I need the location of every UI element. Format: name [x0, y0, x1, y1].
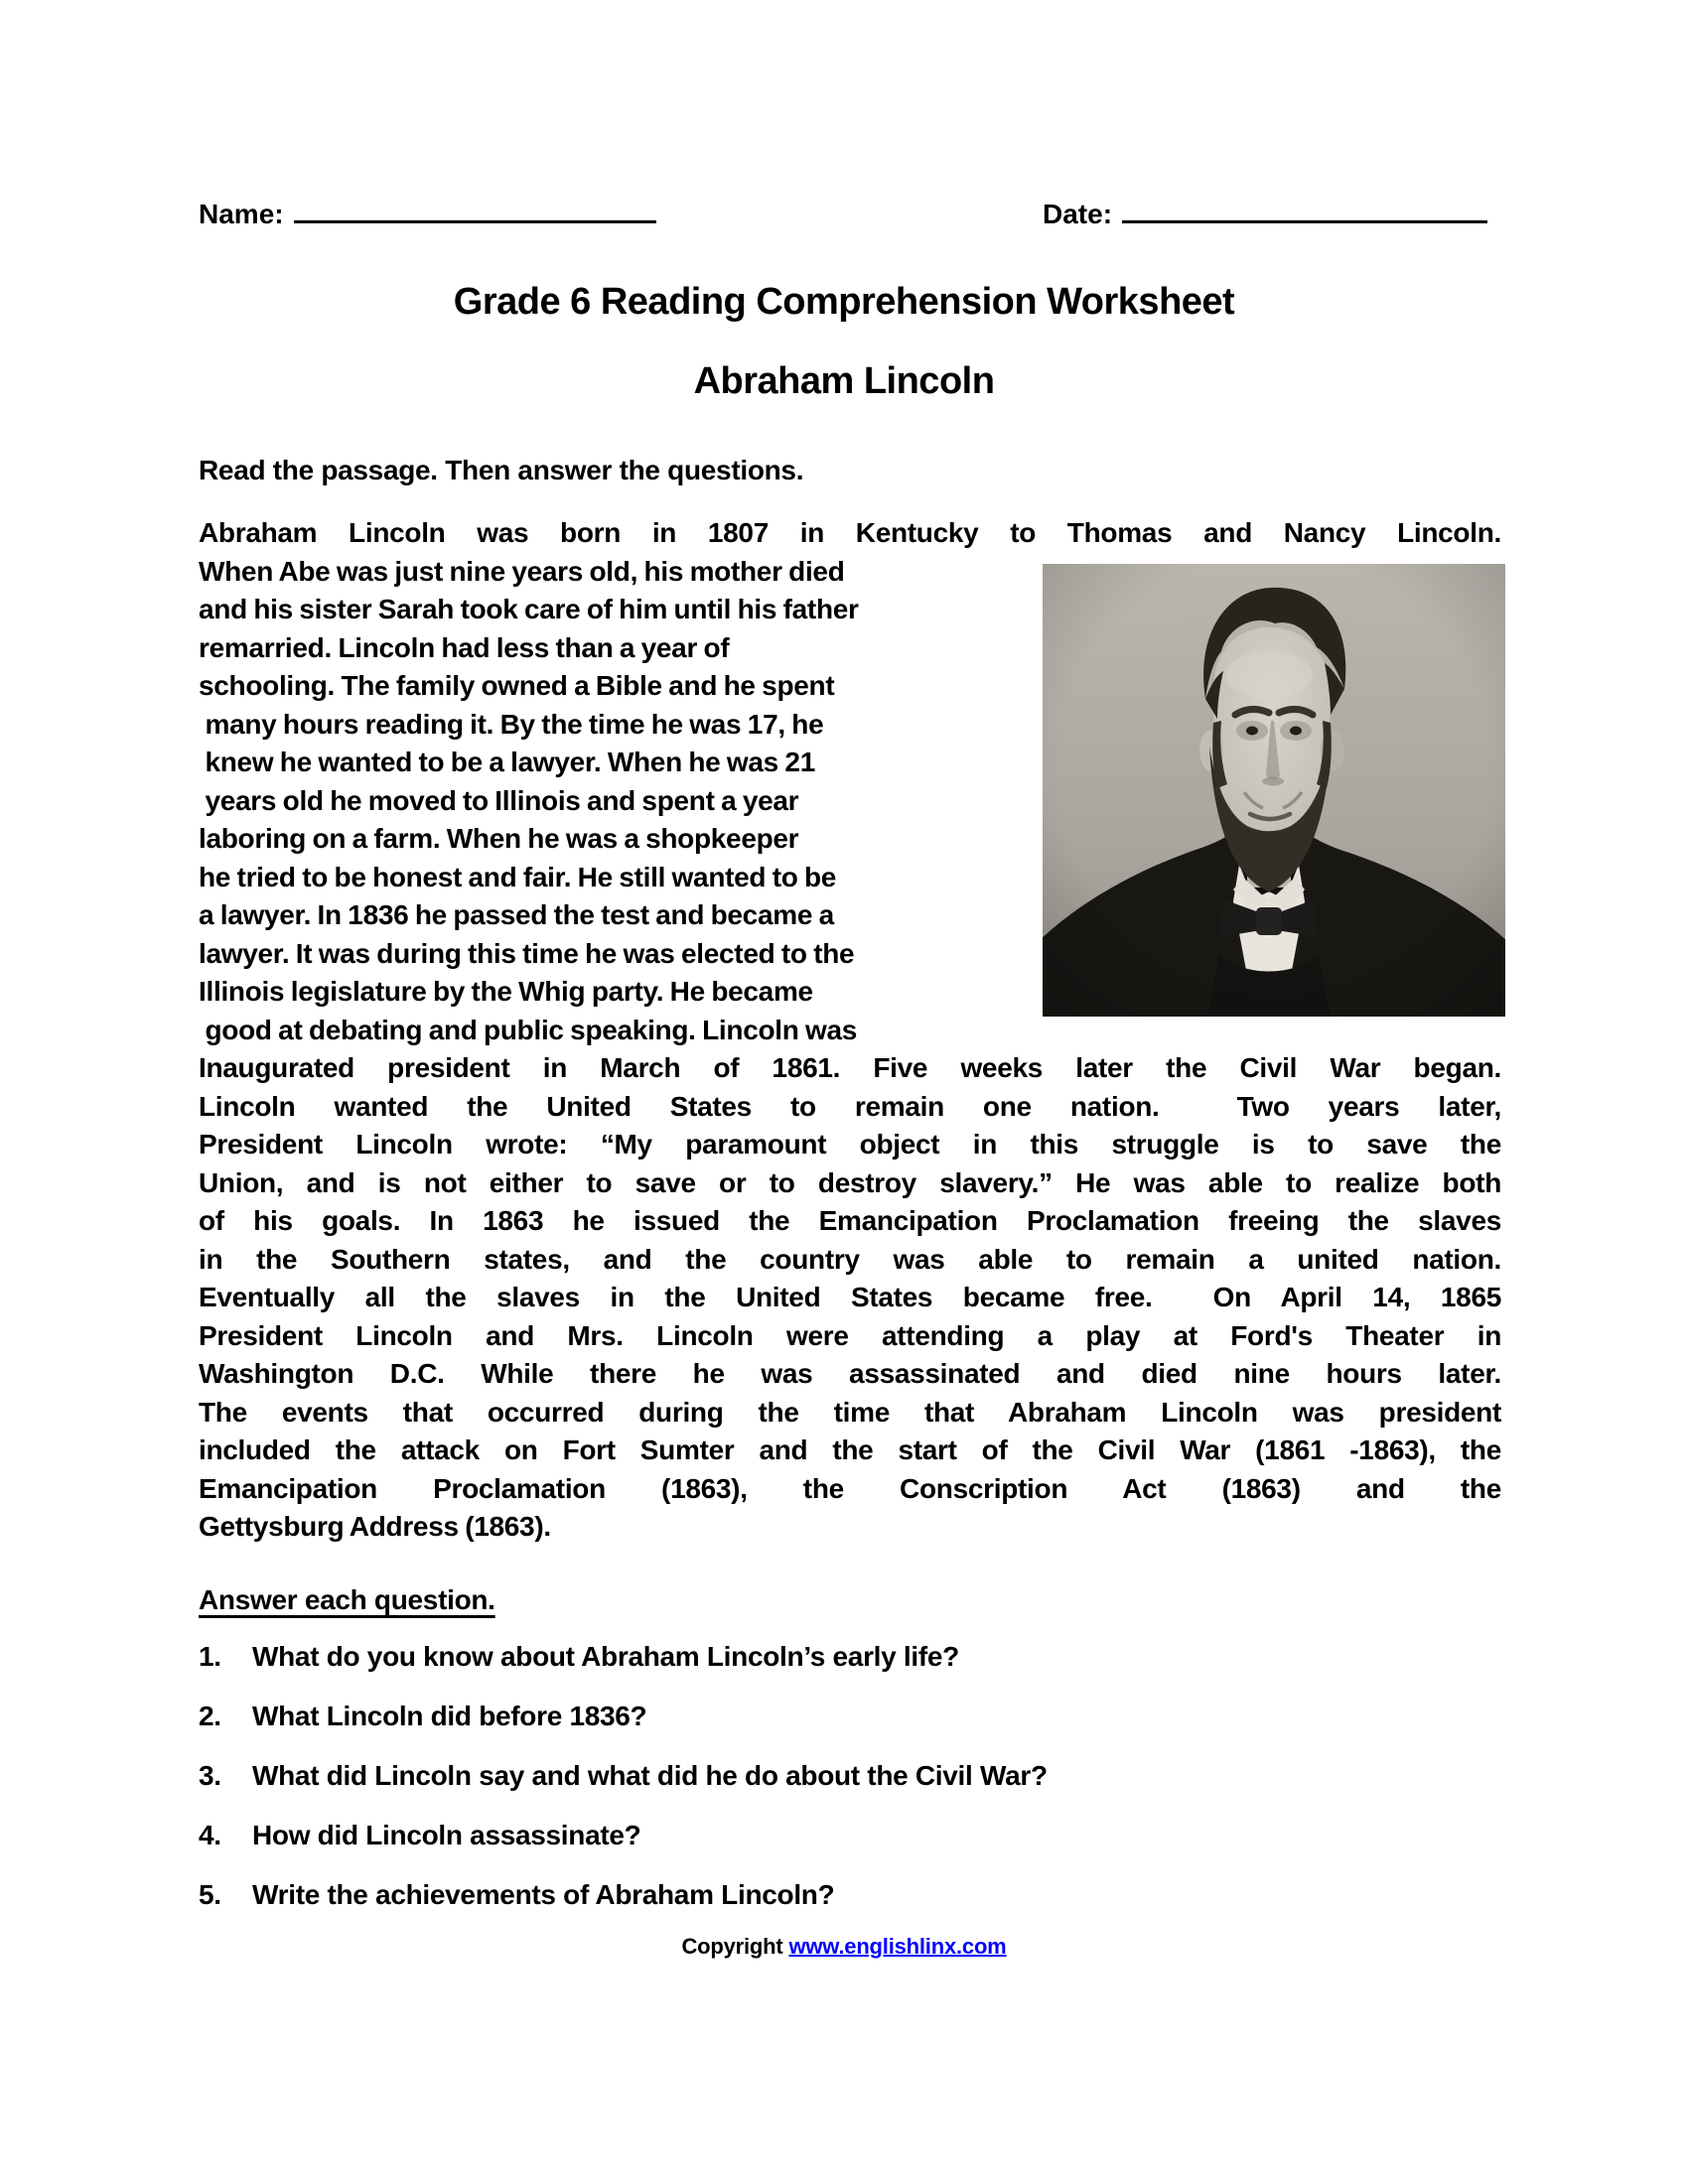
- date-group: [1043, 195, 1487, 230]
- question-text: What do you know about Abraham Lincoln’s early life?: [252, 1641, 959, 1672]
- passage-line: and his sister Sarah took care of him until his father: [199, 594, 859, 624]
- lincoln-portrait-image: [1043, 564, 1505, 1017]
- passage-line: Inaugurated president in March of 1861. Five weeks later the Civil War began.: [199, 1052, 1501, 1083]
- passage-line: When Abe was just nine years old, his mother died: [199, 555, 845, 587]
- question-item: [199, 1640, 1501, 1674]
- passage-line: remarried. Lincoln had less than a year of: [199, 631, 730, 663]
- answer-heading-text: Answer each question.: [199, 1584, 495, 1615]
- question-item: [199, 1819, 1501, 1852]
- passage-line: in the Southern states, and the country was able to remain a united nation.: [199, 1243, 1501, 1275]
- passage-line: Lincoln wanted the United States to remain one nation. Two years later,: [199, 1090, 1501, 1122]
- date-label: Date:: [1043, 199, 1113, 229]
- question-number: 4.: [199, 1820, 221, 1850]
- question-item: [199, 1759, 1501, 1793]
- copyright-text: Copyright: [681, 1934, 789, 1959]
- passage-line: The events that occurred during the time that Abraham Lincoln was president: [199, 1396, 1501, 1428]
- question-list: [199, 1640, 1501, 1938]
- question-item: [199, 1878, 1501, 1912]
- passage-line: Washington D.C. While there he was assassinated and died nine hours later.: [199, 1358, 1501, 1389]
- passage-narrow-column: [199, 553, 1039, 1050]
- englishlinx-link[interactable]: www.englishlinx.com: [788, 1934, 1007, 1959]
- passage-line: many hours reading it. By the time he was 17, he: [199, 708, 824, 740]
- answer-section-heading: [199, 1584, 495, 1616]
- passage-line: Eventually all the slaves in the United States became free. On April 14, 1865: [199, 1282, 1501, 1312]
- passage-line: knew he wanted to be a lawyer. When he was 21: [199, 747, 815, 777]
- passage-line: a lawyer. In 1836 he passed the test and became a: [199, 899, 834, 930]
- question-number: 1.: [199, 1641, 221, 1672]
- page-subtitle: Abraham Lincoln: [693, 360, 995, 402]
- passage-line: included the attack on Fort Sumter and the start of the Civil War (1861 -1863), the: [199, 1434, 1501, 1465]
- name-blank-line: [294, 195, 656, 223]
- question-text: Write the achievements of Abraham Lincoln?: [252, 1879, 835, 1910]
- passage-line: of his goals. In 1863 he issued the Emancipation Proclamation freeing the slaves: [199, 1205, 1501, 1236]
- name-date-row: [199, 195, 1501, 236]
- question-number: 5.: [199, 1879, 221, 1910]
- passage-line: Emancipation Proclamation (1863), the Conscription Act (1863) and the: [199, 1472, 1501, 1504]
- instructions-text: Read the passage. Then answer the questions.: [199, 455, 804, 485]
- date-blank-line: [1122, 195, 1487, 223]
- footer: [0, 1934, 1688, 1960]
- passage-line: laboring on a farm. When he was a shopkeeper: [199, 823, 799, 854]
- passage-line: Union, and is not either to save or to destroy slavery.” He was able to realize both: [199, 1166, 1501, 1198]
- passage-line: he tried to be honest and fair. He still wanted to be: [199, 861, 837, 892]
- passage-line: President Lincoln wrote: “My paramount object in this struggle is to save the: [199, 1129, 1501, 1160]
- lincoln-photo: [1043, 564, 1505, 1017]
- passage-line: years old he moved to Illinois and spent a year: [199, 784, 799, 816]
- passage-line: President Lincoln and Mrs. Lincoln were attending a play at Ford's Theater in: [199, 1319, 1501, 1351]
- question-text: How did Lincoln assassinate?: [252, 1820, 641, 1850]
- question-item: [199, 1700, 1501, 1733]
- question-number: 3.: [199, 1760, 221, 1791]
- passage-line: Abraham Lincoln was born in 1807 in Kentucky to Thomas and Nancy Lincoln.: [199, 517, 1501, 548]
- passage-line: Gettysburg Address (1863).: [199, 1511, 551, 1542]
- page-title: Grade 6 Reading Comprehension Worksheet: [453, 281, 1235, 323]
- question-number: 2.: [199, 1701, 221, 1731]
- passage-line: schooling. The family owned a Bible and he spent: [199, 670, 835, 701]
- passage-line: Illinois legislature by the Whig party. He became: [199, 976, 813, 1007]
- passage-line: lawyer. It was during this time he was elected to the: [199, 937, 855, 969]
- question-text: What did Lincoln say and what did he do about the Civil War?: [252, 1760, 1048, 1791]
- question-text: What Lincoln did before 1836?: [252, 1701, 647, 1731]
- passage-line: good at debating and public speaking. Lincoln was: [199, 1014, 858, 1045]
- name-label: Name:: [199, 199, 284, 229]
